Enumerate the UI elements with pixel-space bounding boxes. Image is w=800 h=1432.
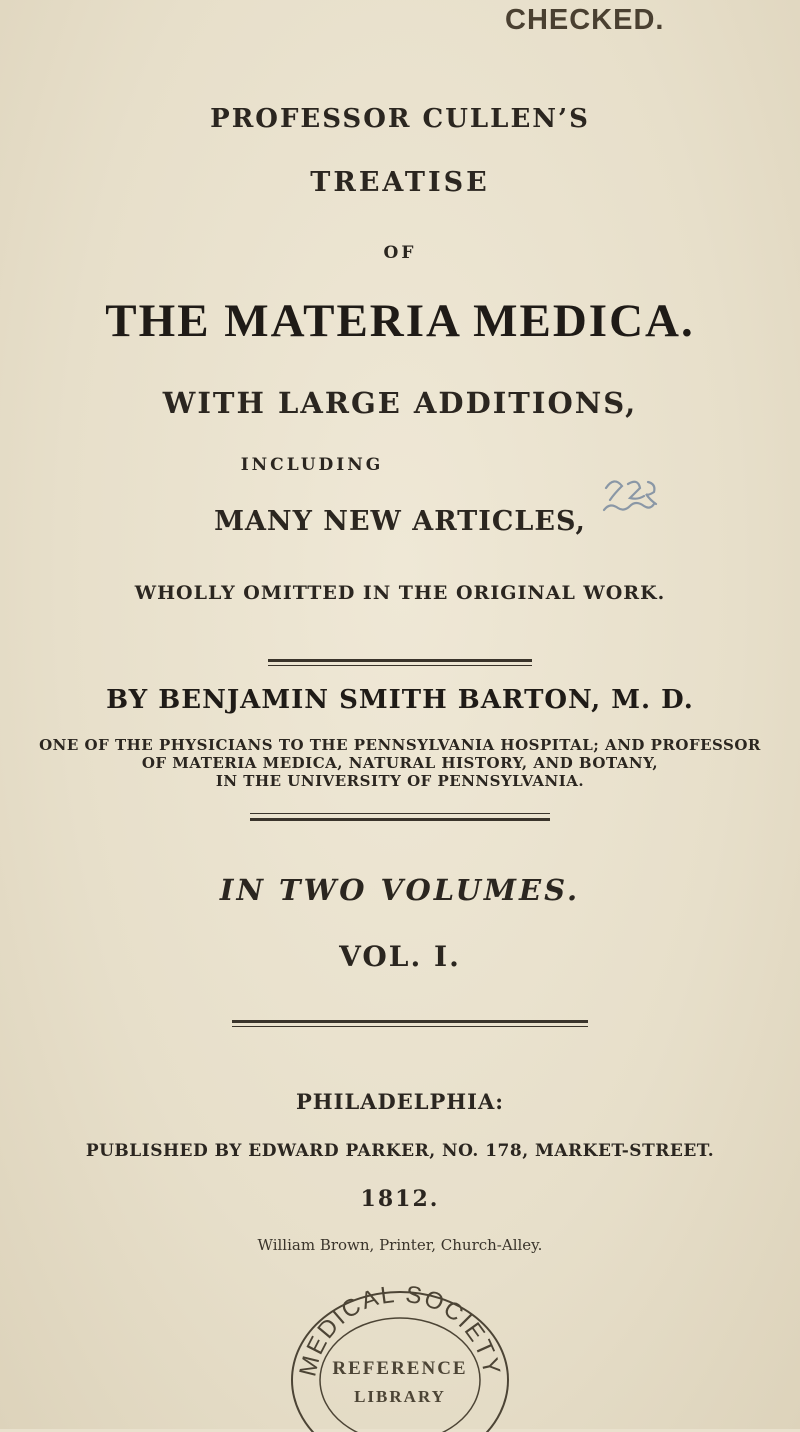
stamp-reference: REFERENCE	[332, 1358, 468, 1379]
of-word: OF	[383, 243, 417, 263]
checked-stamp: CHECKED.	[505, 4, 665, 36]
divider-rule-3	[232, 1020, 588, 1023]
volume-number: VOL. I.	[339, 940, 461, 973]
including-word: INCLUDING	[240, 455, 384, 475]
divider-rule-1	[268, 659, 532, 662]
volumes-line: IN TWO VOLUMES.	[219, 873, 581, 907]
printer-line: William Brown, Printer, Church-Alley.	[257, 1236, 543, 1254]
additions-line: WITH LARGE ADDITIONS,	[162, 386, 638, 420]
main-title: THE MATERIA MEDICA.	[105, 295, 695, 347]
author-position-3: IN THE UNIVERSITY OF PENNSYLVANIA.	[215, 772, 585, 790]
author-position-2: OF MATERIA MEDICA, NATURAL HISTORY, AND BOTANY,	[141, 754, 659, 772]
stamp-library: LIBRARY	[354, 1387, 446, 1406]
divider-rule-2b	[250, 818, 550, 821]
stamp-arc-text: MEDICAL SOCIETY	[294, 1282, 506, 1380]
divider-rule-2	[250, 813, 550, 814]
author-byline: BY BENJAMIN SMITH BARTON, M. D.	[106, 685, 694, 715]
omitted-line: WHOLLY OMITTED IN THE ORIGINAL WORK.	[134, 582, 666, 604]
author-position-1: ONE OF THE PHYSICIANS TO THE PENNSYLVANIA HOSPITAL; AND PROFESSOR	[39, 736, 761, 754]
imprint-publisher: PUBLISHED BY EDWARD PARKER, NO. 178, MARKET-STREET.	[85, 1141, 715, 1161]
divider-rule-3b	[232, 1026, 588, 1027]
many-new-articles: MANY NEW ARTICLES,	[214, 506, 586, 537]
divider-rule-1b	[268, 665, 532, 666]
author-title: PROFESSOR CULLEN’S	[210, 104, 590, 134]
treatise-heading: TREATISE	[310, 167, 490, 198]
imprint-year: 1812.	[360, 1186, 440, 1212]
library-stamp	[285, 1282, 515, 1432]
imprint-city: PHILADELPHIA:	[296, 1089, 504, 1114]
